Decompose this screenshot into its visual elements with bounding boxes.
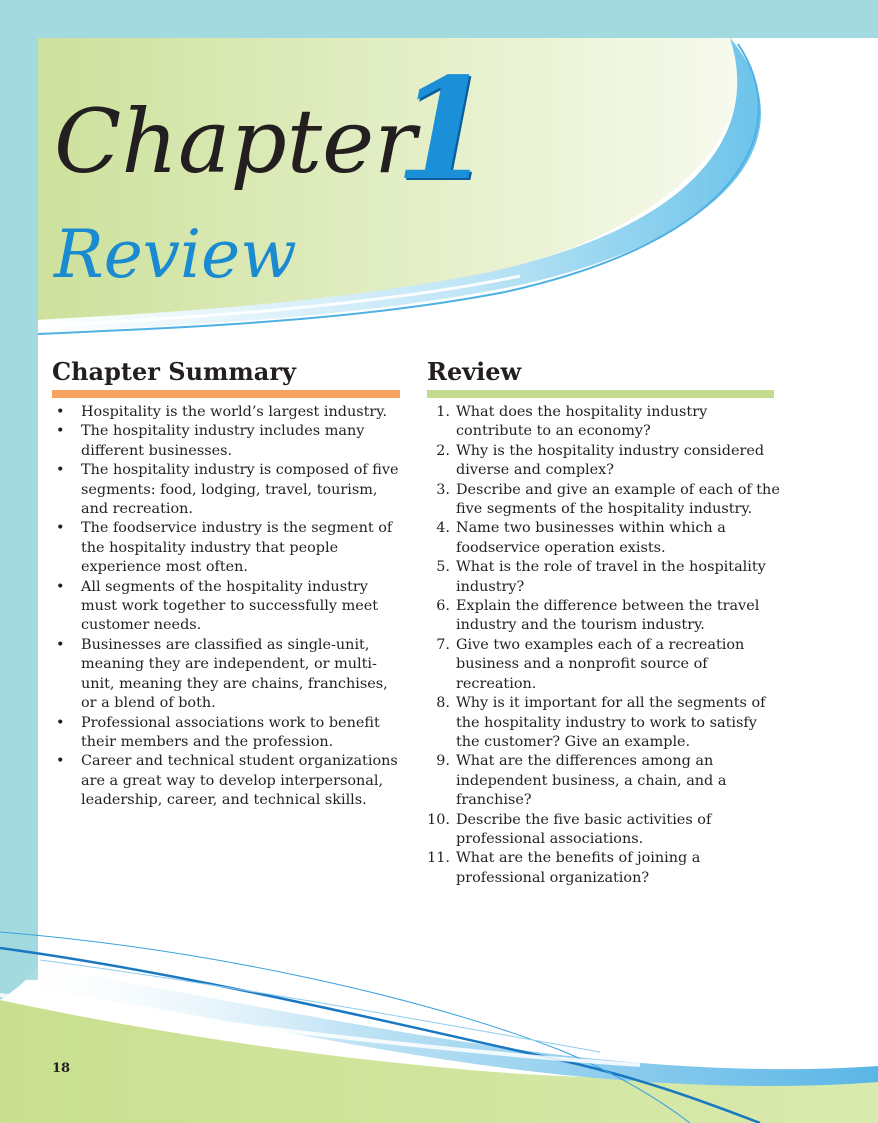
list-item: • The hospitality industry is composed of five segments: food, lodging, travel, tourism, and recreation. (56, 462, 399, 518)
bullet-icon: • (56, 714, 65, 731)
top-band (0, 0, 878, 38)
review-rule (427, 390, 774, 398)
bullet-icon: • (56, 578, 65, 595)
question-text: What are the differences among an independent business, a chain, and a franchise? (456, 753, 727, 809)
bullet-icon: • (56, 753, 65, 770)
list-item: • Hospitality is the world’s largest industry. (52, 403, 404, 422)
review-question (424, 849, 784, 888)
question-text: Name two businesses within which a foodservice operation exists. (456, 520, 726, 556)
question-text: Give two examples each of a recreation business and a nonprofit source of recreation. (456, 636, 745, 692)
bullet-icon: • (56, 636, 65, 653)
review-list (424, 403, 784, 888)
summary-rule (52, 390, 400, 398)
review-heading: Review (427, 357, 522, 386)
summary-heading: Chapter Summary (52, 357, 296, 386)
summary-list (52, 403, 404, 811)
list-item: • All segments of the hospitality industry must work together to successfully meet customer needs. (56, 578, 379, 634)
review-question (424, 811, 784, 850)
review-question (424, 752, 784, 810)
page-number: 18 (52, 1061, 71, 1076)
chapter-title: Chapter (54, 90, 417, 193)
review-title: Review (54, 216, 297, 293)
review-question (424, 519, 784, 558)
question-number: 1. (436, 404, 450, 420)
question-number: 9. (436, 753, 450, 770)
question-number: 4. (436, 520, 450, 537)
question-number: 11. (427, 850, 450, 867)
question-text: Why is it important for all the segments of the hospitality industry to work to satisfy the customer? Give an example. (456, 695, 766, 750)
question-text: Describe and give an example of each of the five segments of the hospitality industry. (456, 481, 780, 518)
review-question (424, 636, 784, 694)
question-text: What are the benefits of joining a professional organization? (456, 850, 701, 886)
question-number: 6. (436, 598, 450, 615)
chapter-number: 1 (395, 48, 493, 212)
list-item: • The hospitality industry includes many different businesses. (56, 423, 365, 459)
list-item: • Career and technical student organizations are a great way to develop interpersonal, leadership, career, and technical skills. (56, 753, 398, 809)
question-text: What is the role of travel in the hospitality industry? (456, 559, 766, 595)
review-question (424, 694, 784, 752)
review-question (424, 442, 784, 481)
question-text: Why is the hospitality industry considered diverse and complex? (456, 442, 765, 479)
bullet-icon: • (56, 404, 65, 420)
bullet-icon: • (56, 423, 65, 440)
list-item: • The foodservice industry is the segment of the hospitality industry that people experience most often. (56, 520, 393, 576)
list-item: • Businesses are classified as single-unit, meaning they are independent, or multi-unit, meaning they are chains, franchises, or a blend of both. (56, 636, 388, 712)
question-text: Explain the difference between the travel industry and the tourism industry. (456, 598, 760, 634)
question-text: Describe the five basic activities of professional associations. (456, 811, 712, 847)
question-number: 5. (436, 559, 450, 576)
bullet-icon: • (56, 520, 65, 537)
review-question (424, 558, 784, 597)
question-number: 3. (436, 481, 450, 498)
question-number: 8. (436, 695, 450, 712)
question-number: 7. (436, 636, 450, 653)
left-band (0, 0, 38, 980)
review-question (424, 597, 784, 636)
list-item: • Professional associations work to benefit their members and the profession. (56, 714, 380, 750)
review-question (424, 403, 784, 442)
review-question (424, 481, 784, 520)
question-number: 2. (436, 442, 450, 459)
question-number: 10. (427, 811, 450, 828)
bottom-green (0, 1000, 878, 1123)
bullet-icon: • (56, 462, 65, 479)
question-text: What does the hospitality industry contribute to an economy? (456, 404, 708, 440)
